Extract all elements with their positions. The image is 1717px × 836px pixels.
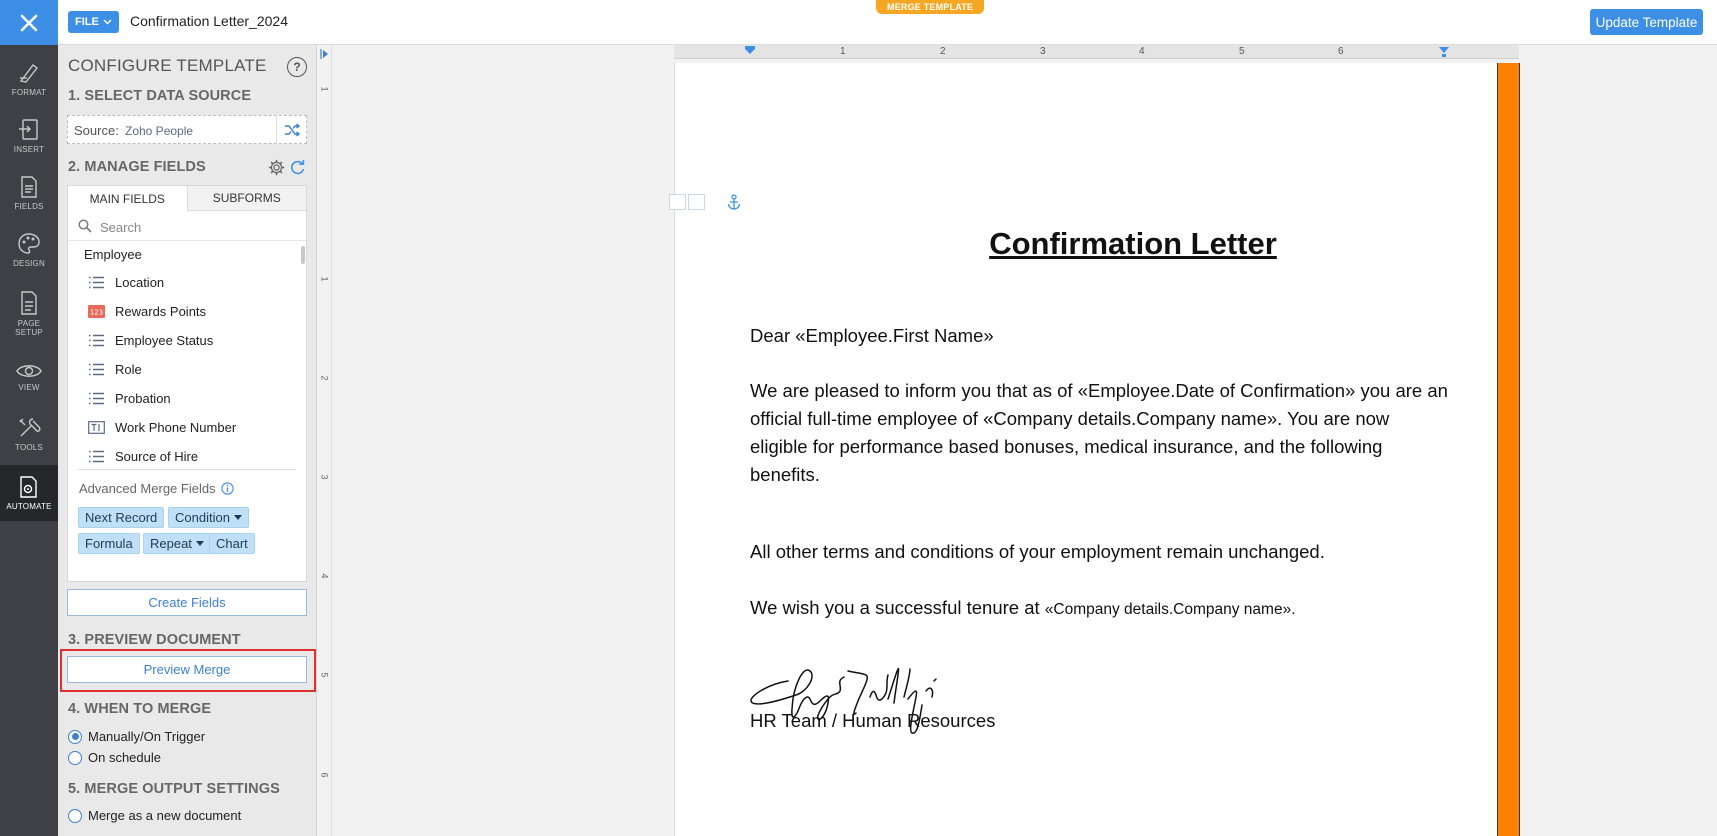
rail-page-setup[interactable] [0, 279, 58, 347]
palette-icon [17, 232, 41, 256]
update-template-button[interactable]: Update Template [1590, 9, 1703, 35]
chip-label: Chart [216, 536, 248, 551]
tab-subforms[interactable]: SUBFORMS [187, 186, 307, 211]
section-when-to-merge: 4. WHEN TO MERGE [68, 701, 212, 717]
ruler-number: 5 [319, 672, 330, 678]
list-icon [88, 391, 105, 405]
section-select-data-source: 1. SELECT DATA SOURCE [68, 88, 252, 104]
section-merge-output-settings: 5. MERGE OUTPUT SETTINGS [68, 781, 280, 797]
radio-merge-new-document[interactable] [68, 808, 241, 823]
para3-text: We wish you a successful tenure at [750, 597, 1045, 618]
file-menu-button[interactable] [68, 11, 119, 33]
radio-label: On schedule [88, 750, 161, 765]
configure-template-panel [58, 45, 317, 836]
rail-format[interactable] [0, 51, 58, 107]
automate-icon [18, 475, 40, 499]
chip-chart[interactable] [209, 533, 255, 554]
advanced-merge-fields [79, 481, 234, 496]
ruler-number: 1 [319, 276, 330, 282]
list-item[interactable] [88, 329, 213, 351]
file-label: FILE [75, 16, 99, 28]
close-icon [20, 14, 38, 32]
letter-signoff: HR Team / Human Resources [750, 710, 996, 731]
rail-view[interactable] [0, 349, 58, 405]
ruler-number: 6 [319, 772, 330, 778]
caret-down-icon [196, 541, 204, 546]
radio-button[interactable] [68, 809, 82, 823]
rail-page-setup-label: PAGE SETUP [15, 318, 43, 337]
list-icon [88, 333, 105, 347]
rail-tools[interactable] [0, 406, 58, 462]
ruler-number: 5 [1239, 46, 1245, 57]
field-label: Probation [115, 390, 171, 406]
chevron-down-icon [103, 19, 112, 25]
ruler-number: 2 [319, 375, 330, 381]
collapse-panel-icon[interactable] [320, 49, 329, 59]
section-preview-document: 3. PREVIEW DOCUMENT [68, 632, 241, 648]
caret-down-icon [234, 515, 242, 520]
anchor-icon[interactable] [727, 194, 741, 210]
top-bar [0, 0, 1717, 45]
list-icon [88, 449, 105, 463]
rail-design[interactable] [0, 222, 58, 278]
svg-text:123: 123 [89, 308, 104, 316]
rail-view-label: VIEW [18, 383, 40, 392]
source-label: Source: [74, 123, 119, 138]
chip-next-record[interactable] [78, 507, 164, 528]
letter-paragraph-3 [750, 594, 1450, 624]
radio-on-schedule[interactable] [68, 750, 161, 765]
change-source-button[interactable] [276, 116, 306, 143]
rail-fields[interactable] [0, 165, 58, 221]
left-tool-rail [0, 45, 58, 836]
align-tool[interactable] [688, 194, 705, 210]
info-icon[interactable] [221, 482, 234, 495]
list-icon [88, 275, 105, 289]
right-indent-marker-icon[interactable] [1438, 46, 1450, 58]
fields-box [67, 185, 307, 582]
radio-manually[interactable] [68, 729, 205, 744]
left-indent-marker-icon[interactable] [744, 45, 756, 57]
field-list-scrollbar[interactable] [301, 246, 305, 264]
panel-title: CONFIGURE TEMPLATE [68, 56, 267, 75]
radio-label: Merge as a new document [88, 808, 242, 823]
ruler-number: 6 [1338, 46, 1344, 57]
company-name-merge-field: «Company details.Company name». [1044, 601, 1296, 618]
ruler-number: 3 [1040, 46, 1046, 57]
help-icon[interactable]: ? [287, 57, 307, 77]
horizontal-ruler [674, 45, 1519, 59]
list-item[interactable] [88, 358, 142, 380]
close-button[interactable] [0, 0, 58, 45]
radio-label: Manually/On Trigger [88, 729, 206, 744]
fields-doc-icon [19, 175, 39, 199]
list-item[interactable] [88, 416, 236, 438]
insert-icon [18, 118, 40, 142]
text-field-icon [88, 420, 105, 434]
field-label: Location [115, 274, 165, 290]
shuffle-icon [284, 123, 300, 137]
ruler-number: 4 [1139, 46, 1145, 57]
preview-merge-button[interactable]: Preview Merge [67, 656, 307, 683]
field-label: Rewards Points [115, 303, 207, 319]
radio-button[interactable] [68, 730, 82, 744]
document-page[interactable] [674, 63, 1498, 836]
rail-design-label: DESIGN [13, 259, 45, 268]
list-item[interactable] [88, 300, 206, 322]
field-label: Role [115, 361, 142, 377]
letter-greeting: Dear «Employee.First Name» [750, 325, 994, 346]
refresh-icon[interactable] [289, 159, 306, 176]
ruler-number: 1 [840, 46, 846, 57]
rail-fields-label: FIELDS [14, 202, 44, 211]
merge-template-badge: MERGE TEMPLATE [876, 0, 984, 14]
settings-gear-icon[interactable] [268, 159, 285, 176]
field-list [68, 241, 296, 468]
advanced-merge-fields-label: Advanced Merge Fields [79, 481, 216, 496]
fields-tabs [68, 186, 306, 211]
radio-button[interactable] [68, 751, 82, 765]
chip-repeat[interactable] [143, 533, 211, 554]
rail-insert-label: INSERT [13, 145, 45, 154]
chip-formula[interactable] [78, 533, 140, 554]
source-value: Zoho People [125, 124, 194, 138]
letter-paragraph-2: All other terms and conditions of your employment remain unchanged. [750, 541, 1325, 562]
field-group-employee: Employee [84, 247, 142, 262]
list-item[interactable] [88, 271, 164, 293]
chip-condition[interactable] [168, 507, 249, 528]
field-search[interactable] [68, 211, 306, 241]
section-manage-fields: 2. MANAGE FIELDS [68, 159, 206, 175]
rail-insert[interactable] [0, 108, 58, 164]
chip-label: Next Record [85, 510, 158, 525]
ruler-number: 4 [319, 573, 330, 579]
tab-main-fields[interactable]: MAIN FIELDS [68, 186, 187, 211]
search-input[interactable]: Search [100, 220, 142, 235]
list-item[interactable] [88, 387, 171, 409]
rail-automate[interactable] [0, 465, 58, 521]
indent-tool[interactable] [669, 194, 686, 210]
chip-label: Condition [175, 510, 230, 525]
field-label: Source of Hire [115, 448, 199, 464]
vertical-ruler [319, 60, 332, 836]
list-item[interactable] [88, 445, 198, 467]
letter-title: Confirmation Letter [989, 226, 1277, 261]
field-label: Employee Status [115, 332, 214, 348]
ruler-number: 2 [940, 46, 946, 57]
rail-tools-label: TOOLS [15, 443, 43, 452]
tools-icon [17, 416, 41, 440]
chip-label: Repeat [150, 536, 192, 551]
letter-paragraph-1: We are pleased to inform you that as of «Employee.Date of Confirmation» you are an official full-time employee of «Company details.Company name». You are now eligible for performance based bonuses, medical insurance, and the following benefits. [750, 380, 1448, 485]
divider [78, 469, 296, 470]
document-title[interactable]: Confirmation Letter_2024 [130, 13, 288, 29]
ruler-number: 1 [319, 86, 330, 92]
number-icon [88, 304, 105, 318]
paragraph-mini-tools [669, 194, 705, 210]
data-source-field[interactable] [67, 115, 307, 144]
field-label: Work Phone Number [115, 419, 237, 435]
search-icon [78, 219, 92, 233]
page-setup-icon [18, 290, 40, 316]
chip-label: Formula [85, 536, 133, 551]
rail-automate-label: AUTOMATE [6, 502, 52, 511]
ruler-number: 3 [319, 474, 330, 480]
list-icon [88, 362, 105, 376]
rail-format-label: FORMAT [11, 88, 47, 97]
create-fields-button[interactable]: Create Fields [67, 589, 307, 616]
format-brush-icon [17, 61, 41, 85]
page-edge-marker [1497, 63, 1520, 836]
eye-icon [16, 362, 42, 380]
